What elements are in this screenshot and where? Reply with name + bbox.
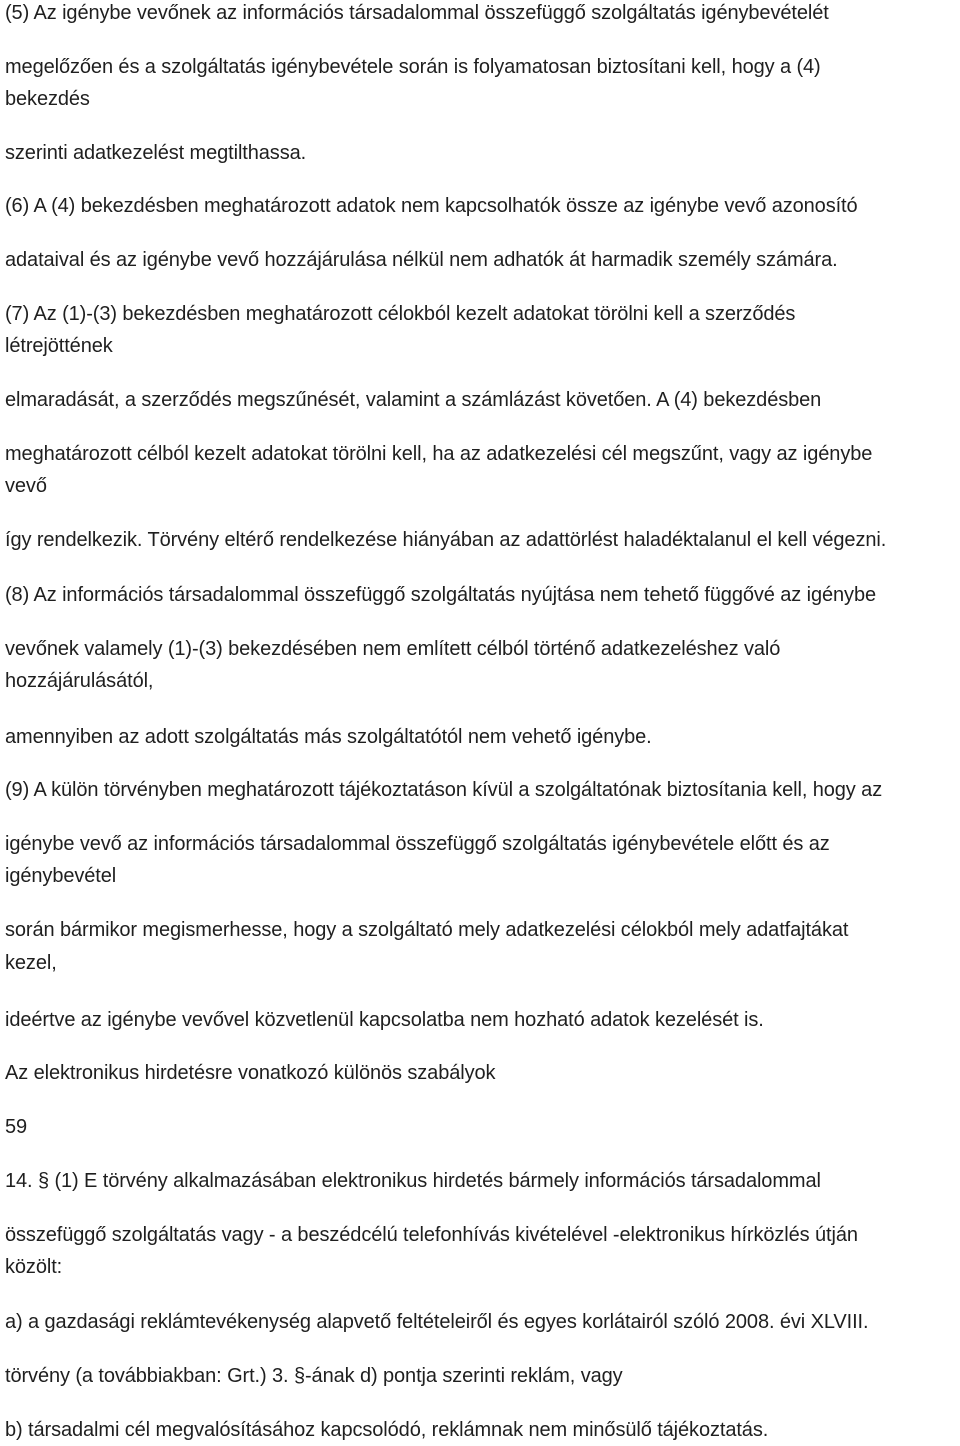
- text-line: (6) A (4) bekezdésben meghatározott adatok nem kapcsolhatók össze az igénybe vevő azonosító: [5, 195, 858, 217]
- text-line: igénybe vevő az információs társadalommal összefüggő szolgáltatás igénybevétele előtt és az: [5, 833, 830, 855]
- text-line: kezel,: [5, 952, 57, 974]
- text-line: (7) Az (1)-(3) bekezdésben meghatározott célokból kezelt adatokat törölni kell a szerződés: [5, 303, 796, 325]
- text-line: adataival és az igénybe vevő hozzájárulása nélkül nem adhatók át harmadik személy számára.: [5, 249, 838, 271]
- text-line: hozzájárulásától,: [5, 670, 154, 692]
- text-line: bekezdés: [5, 88, 90, 110]
- text-line: b) társadalmi cél megvalósításához kapcsolódó, reklámnak nem minősülő tájékoztatás.: [5, 1419, 769, 1441]
- text-line: során bármikor megismerhesse, hogy a szolgáltató mely adatkezelési célokból mely adatfajtákat: [5, 919, 849, 941]
- text-line: vevő: [5, 475, 47, 497]
- text-line: így rendelkezik. Törvény eltérő rendelkezése hiányában az adattörlést haladéktalanul el kell végezni.: [5, 529, 887, 551]
- text-line: vevőnek valamely (1)-(3) bekezdésében nem említett célból történő adatkezeléshez való: [5, 638, 781, 660]
- text-line: (5) Az igénybe vevőnek az információs társadalommal összefüggő szolgáltatás igénybevételét: [5, 2, 829, 24]
- text-line: meghatározott célból kezelt adatokat törölni kell, ha az adatkezelési cél megszűnt, vagy az igénybe: [5, 443, 873, 465]
- text-line: (8) Az információs társadalommal összefüggő szolgáltatás nyújtása nem tehető függővé az igénybe: [5, 584, 876, 606]
- text-line: elmaradását, a szerződés megszűnését, valamint a számlázást követően. A (4) bekezdésben: [5, 389, 822, 411]
- text-line: szerinti adatkezelést megtilthassa.: [5, 142, 307, 164]
- text-line: a) a gazdasági reklámtevékenység alapvető feltételeiről és egyes korlátairól szóló 2008. évi XLVIII.: [5, 1311, 869, 1333]
- text-line: összefüggő szolgáltatás vagy - a beszédcélú telefonhívás kivételével -elektronikus hírközlés útján: [5, 1224, 858, 1246]
- text-line: (9) A külön törvényben meghatározott tájékoztatáson kívül a szolgáltatónak biztosítania kell, hogy az: [5, 779, 883, 801]
- text-line: megelőzően és a szolgáltatás igénybevétele során is folyamatosan biztosítani kell, hogy a (4): [5, 56, 821, 78]
- text-line: létrejöttének: [5, 335, 113, 357]
- text-line: törvény (a továbbiakban: Grt.) 3. §-ának d) pontja szerinti reklám, vagy: [5, 1365, 623, 1387]
- text-line: közölt:: [5, 1256, 63, 1278]
- text-line: igénybevétel: [5, 865, 117, 887]
- text-line: amennyiben az adott szolgáltatás más szolgáltatótól nem vehető igénybe.: [5, 726, 652, 748]
- page-number: 59: [5, 1116, 28, 1138]
- text-line: 14. § (1) E törvény alkalmazásában elektronikus hirdetés bármely információs társadalommal: [5, 1170, 821, 1192]
- text-line: ideértve az igénybe vevővel közvetlenül kapcsolatba nem hozható adatok kezelését is.: [5, 1009, 764, 1031]
- section-heading: Az elektronikus hirdetésre vonatkozó különös szabályok: [5, 1062, 496, 1084]
